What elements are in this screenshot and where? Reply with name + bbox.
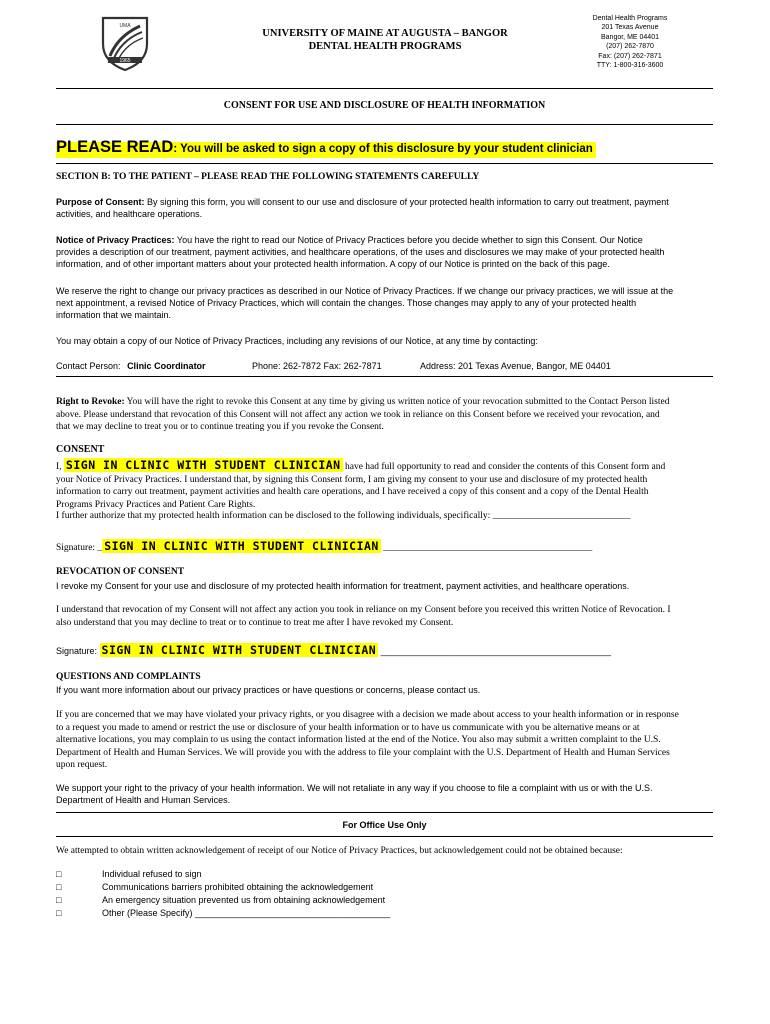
office-bottom-divider bbox=[56, 836, 713, 837]
address-line: TTY: 1-800-316-3600 bbox=[596, 62, 664, 70]
please-read-lead: PLEASE READ bbox=[56, 138, 174, 156]
notice-paragraph bbox=[56, 234, 676, 270]
office-option[interactable] bbox=[56, 868, 656, 881]
consent-body: have had full opportunity to read and consider the contents of this Consent form and your Notice of Privacy Practices. I understand that, by signing this Consent form, I am giving my consent to your use and disclosure of my protected health information to carry out treatment, payment activities and health care operations, and I have received a copy of this consent and a copy of the Dental Health Programs Privacy Practices and Patient Care Rights. bbox=[56, 462, 666, 510]
address-line: Fax: (207) 262-7871 bbox=[598, 52, 662, 60]
questions-text1: If you want more information about our privacy practices or have questions or concerns, please contact us. bbox=[56, 685, 481, 695]
checkbox-icon[interactable]: □ bbox=[56, 882, 62, 892]
revocation-signature-sign: SIGN IN CLINIC WITH STUDENT CLINICIAN bbox=[101, 643, 377, 657]
revocation-text2: I understand that revocation of my Consent will not affect any action you took in reliance on my Consent before you received this written Notice of Revocation. I also understand that you may decline to treat or to continue to treat me after I have revoked my Consent. bbox=[56, 605, 671, 628]
revoke-paragraph bbox=[56, 396, 676, 434]
contact-label: Contact Person: bbox=[56, 361, 121, 371]
revocation-signature-line: ______________________________________________ bbox=[378, 646, 611, 656]
section-b-heading: SECTION B: TO THE PATIENT – PLEASE READ THE FOLLOWING STATEMENTS CAREFULLY bbox=[56, 172, 480, 182]
consent-signature-row bbox=[56, 540, 706, 555]
title-divider bbox=[56, 124, 713, 125]
consent-i: I, bbox=[56, 462, 64, 472]
office-option-label: Communications barriers prohibited obtaining the acknowledgement bbox=[102, 882, 374, 892]
office-heading: For Office Use Only bbox=[342, 820, 427, 830]
purpose-paragraph bbox=[56, 196, 676, 220]
please-read-text: : You will be asked to sign a copy of this disclosure by your student clinician bbox=[173, 143, 593, 155]
contact-address: Address: 201 Texas Avenue, Bangor, ME 04401 bbox=[420, 361, 611, 371]
office-top-divider bbox=[56, 812, 713, 813]
authorize-line: I further authorize that my protected health information can be disclosed to the following individuals, specifically: _____________________________ bbox=[56, 511, 631, 521]
address-line: Dental Health Programs bbox=[592, 15, 668, 22]
office-option-label: Individual refused to sign bbox=[102, 869, 202, 879]
checkbox-icon[interactable]: □ bbox=[56, 908, 62, 918]
consent-heading: CONSENT bbox=[56, 444, 105, 455]
office-options-list bbox=[56, 868, 656, 920]
revoke-text: You will have the right to revoke this Consent at any time by giving us written notice of your revocation submitted to the Contact Person listed above. Please understand that revocation of this Consent will not affect any action we took in reliance on this Consent before we received your revocation, and that we may decline to treat you or to continue treating you if you revoke the Consent. bbox=[56, 397, 670, 432]
obtain-paragraph: You may obtain a copy of our Notice of Privacy Practices, including any revisions of our Notice, at any time by contacting: bbox=[56, 336, 538, 346]
consent-signature-line: ____________________________________________ bbox=[380, 543, 593, 553]
purpose-text: By signing this form, you will consent to our use and disclosure of your protected health information to carry out treatment, payment activities, and healthcare operations. bbox=[56, 197, 669, 219]
purpose-label: Purpose of Consent: bbox=[56, 197, 145, 207]
revocation-text1: I revoke my Consent for your use and disclosure of my protected health information for treatment, payment activities, and healthcare operations. bbox=[56, 581, 630, 591]
logo-year-text: 1965 bbox=[119, 58, 131, 64]
contact-name: Clinic Coordinator bbox=[127, 361, 206, 371]
revoke-label: Right to Revoke: bbox=[56, 397, 125, 407]
checkbox-icon[interactable]: □ bbox=[56, 895, 62, 905]
office-option-label: An emergency situation prevented us from obtaining acknowledgement bbox=[102, 895, 386, 905]
consent-sign-highlight: SIGN IN CLINIC WITH STUDENT CLINICIAN bbox=[65, 458, 341, 472]
header-title bbox=[200, 27, 570, 53]
address-line: (207) 262-7870 bbox=[606, 43, 654, 51]
checkbox-icon[interactable]: □ bbox=[56, 869, 62, 879]
office-option[interactable] bbox=[56, 894, 656, 907]
header-title-line2: DENTAL HEALTH PROGRAMS bbox=[308, 41, 462, 52]
office-attempt-text: We attempted to obtain written acknowledgement of receipt of our Notice of Privacy Practices, but acknowledgement could not be obtained because: bbox=[56, 846, 623, 856]
office-option[interactable] bbox=[56, 881, 656, 894]
notice-text: You have the right to read our Notice of Privacy Practices before you decide whether to sign this Consent. Our Notice provides a description of our treatment, payment activities, and healthcare operations, of the uses and disclosures we may make of your protected health information, and of other important matters about your protected health information. A copy of our Notice is printed on the back of this page. bbox=[56, 235, 665, 269]
address-line: Bangor, ME 04401 bbox=[601, 33, 659, 41]
contact-row bbox=[56, 360, 713, 372]
header-title-line1: UNIVERSITY OF MAINE AT AUGUSTA – BANGOR bbox=[262, 28, 508, 39]
reserve-paragraph: We reserve the right to change our privacy practices as described in our Notice of Privacy Practices. If we change our privacy practices, we will issue at the next appointment, a revised Notice of Privacy Practices, which will contain the changes. Those changes may apply to any of your protected health information that we maintain. bbox=[56, 286, 674, 320]
consent-paragraph bbox=[56, 459, 671, 511]
consent-signature-label: Signature: _ bbox=[56, 543, 103, 553]
please-read-banner bbox=[56, 137, 596, 159]
please-read-divider bbox=[56, 163, 713, 164]
university-logo bbox=[100, 14, 150, 72]
header-address bbox=[560, 14, 700, 70]
revocation-signature-label: Signature: bbox=[56, 646, 98, 656]
office-option[interactable] bbox=[56, 907, 656, 920]
contact-divider bbox=[56, 376, 713, 377]
questions-text3: We support your right to the privacy of your health information. We will not retaliate in any way if you choose to file a complaint with us or with the U.S. Department of Health and Human Services. bbox=[56, 783, 653, 805]
revocation-signature-row bbox=[56, 644, 706, 657]
document-title: CONSENT FOR USE AND DISCLOSURE OF HEALTH INFORMATION bbox=[223, 100, 546, 111]
revocation-heading: REVOCATION OF CONSENT bbox=[56, 567, 185, 577]
questions-text2: If you are concerned that we may have violated your privacy rights, or you disagree with a decision we made about access to your health information or in response to a request you made to amend or restrict the use or disclosure of your health information or to have us communicate with you be alternative means or at alternative locations, you may complain to us using the contact information listed at the end of the Notice. You also may submit a written complaint to the U.S. Department of Health and Human Services. We will provide you with the address to file your complaint with the U.S. Department of Health and Human Services upon request. bbox=[56, 710, 679, 770]
header-divider bbox=[56, 88, 713, 89]
office-option-label: Other (Please Specify) _______________________________________ bbox=[102, 908, 391, 918]
address-line: 201 Texas Avenue bbox=[601, 24, 659, 32]
logo-top-text: UMA bbox=[119, 23, 131, 29]
consent-signature-sign: SIGN IN CLINIC WITH STUDENT CLINICIAN bbox=[104, 539, 379, 553]
notice-label: Notice of Privacy Practices: bbox=[56, 235, 175, 245]
shield-logo-icon bbox=[100, 14, 150, 72]
contact-phone: Phone: 262-7872 Fax: 262-7871 bbox=[252, 361, 382, 371]
questions-heading: QUESTIONS AND COMPLAINTS bbox=[56, 672, 201, 682]
